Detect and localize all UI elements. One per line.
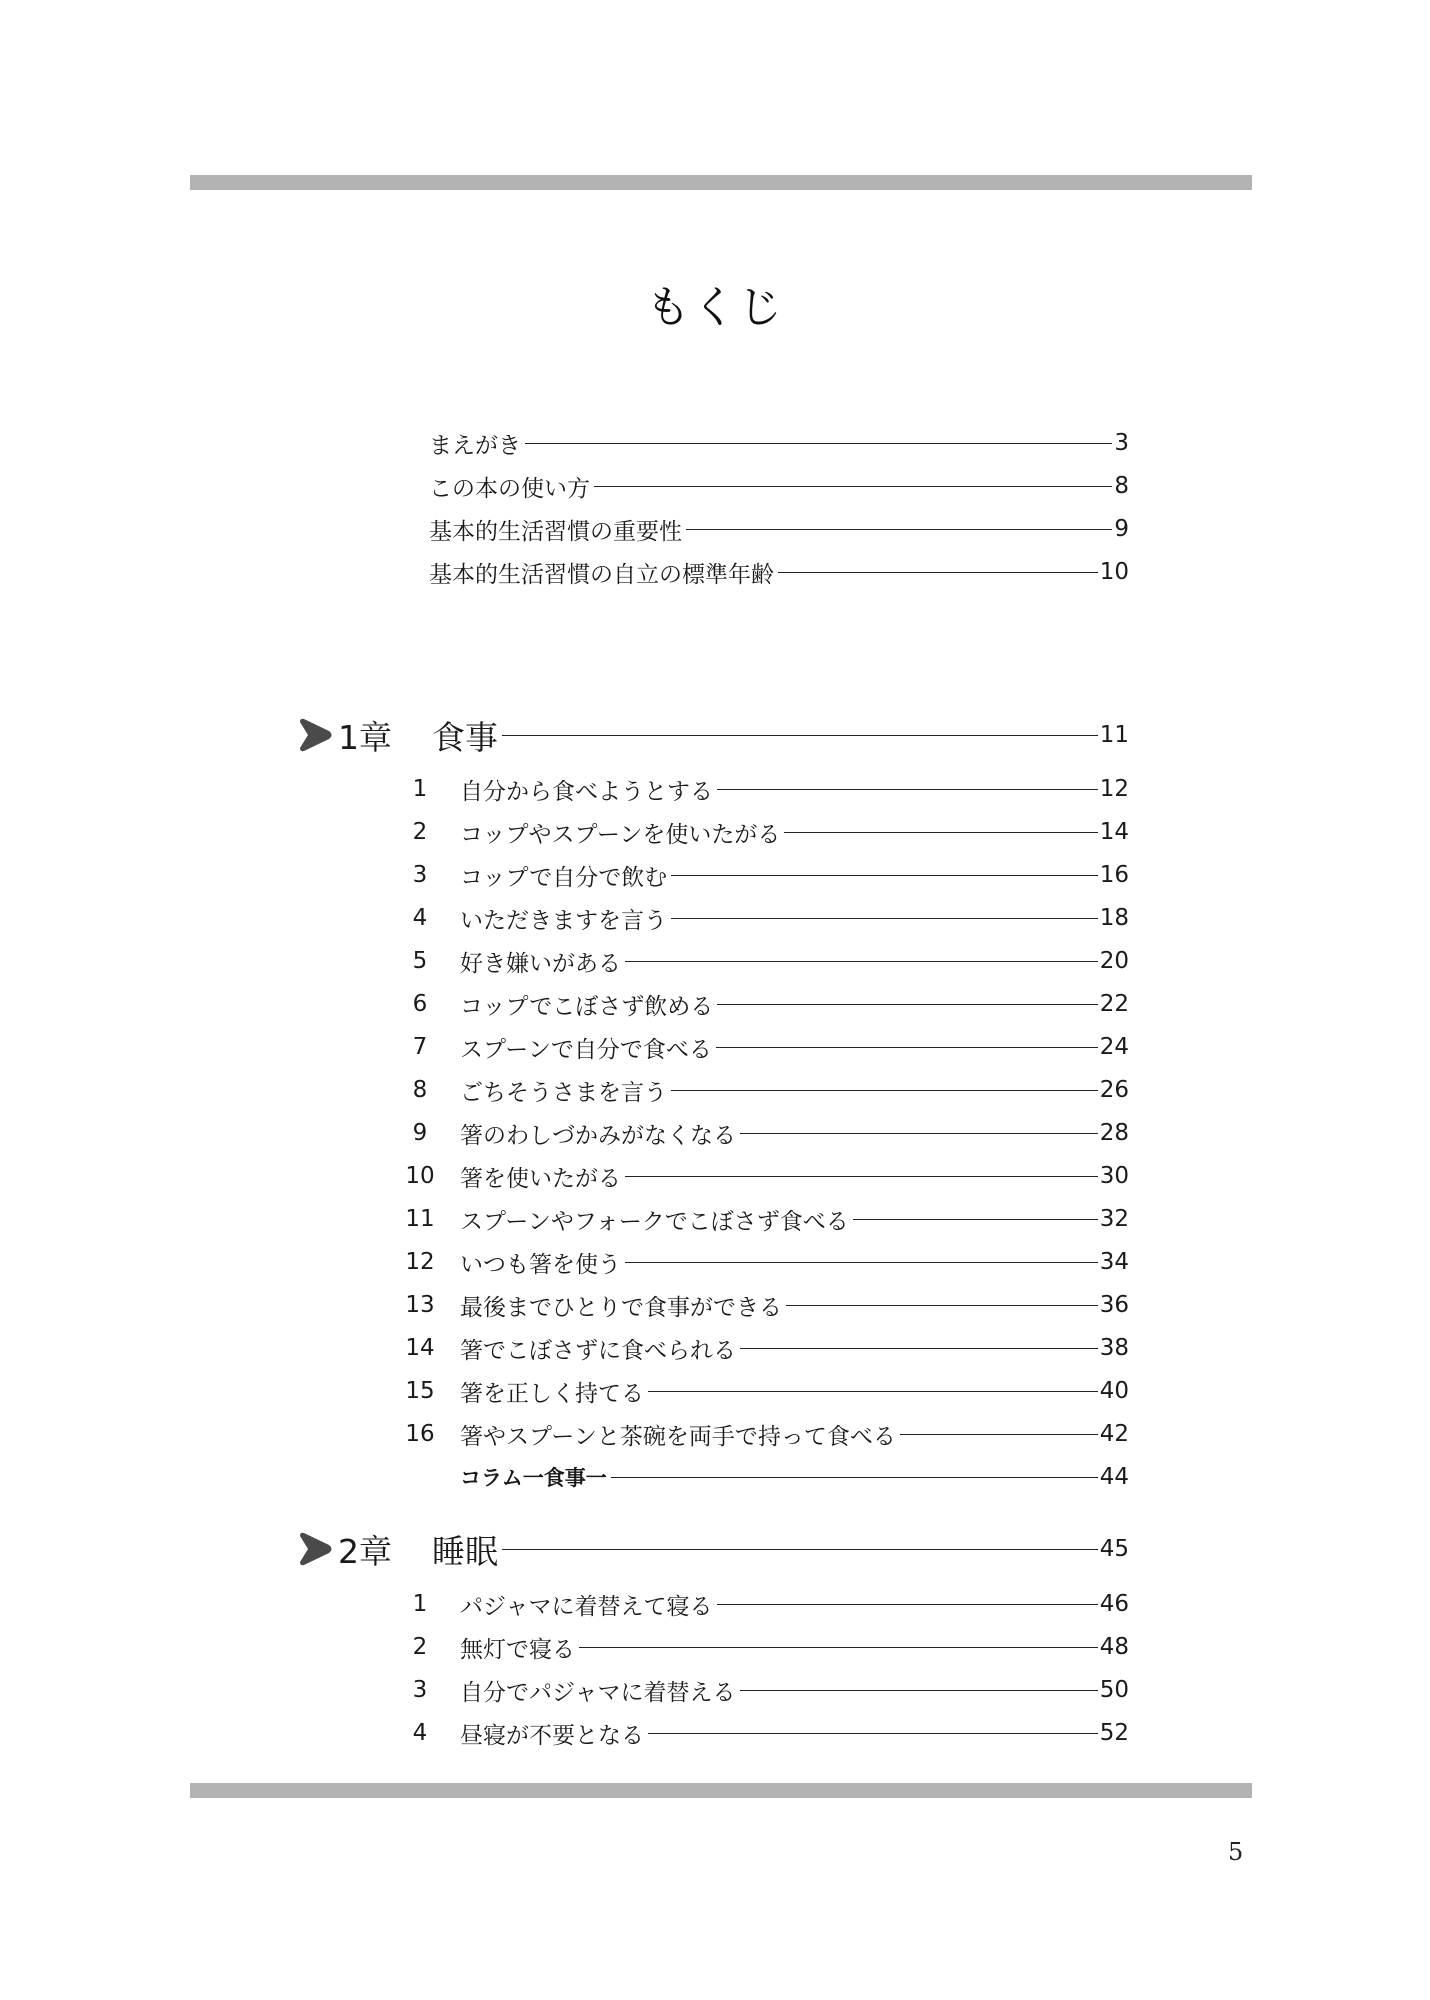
toc-entry-page: 42 xyxy=(1099,1421,1129,1447)
toc-entry-page: 36 xyxy=(1099,1292,1129,1318)
toc-entry-page: 48 xyxy=(1099,1634,1129,1660)
dotted-leader xyxy=(740,1348,1098,1349)
toc-entry-number: 11 xyxy=(405,1206,435,1232)
chapter-title: 食事 xyxy=(432,717,498,757)
dotted-leader xyxy=(671,1090,1098,1091)
toc-entry-number: 4 xyxy=(412,905,428,931)
chapter-heading-1[interactable] xyxy=(296,712,1129,758)
toc-entry-front-4[interactable] xyxy=(429,557,1129,587)
toc-entry-page: 28 xyxy=(1099,1120,1129,1146)
dotted-leader xyxy=(625,1262,1098,1263)
toc-entry-page: 26 xyxy=(1099,1077,1129,1103)
toc-entry-1-7[interactable] xyxy=(400,1032,1129,1062)
dotted-leader xyxy=(786,1305,1098,1306)
toc-entry-page: 34 xyxy=(1099,1249,1129,1275)
toc-entry-number: 13 xyxy=(405,1292,435,1318)
toc-entry-label: コップで自分で飲む xyxy=(460,864,668,891)
toc-entry-1-13[interactable] xyxy=(400,1290,1129,1320)
chapter-page: 11 xyxy=(1099,722,1129,748)
toc-entry-column-1[interactable] xyxy=(400,1462,1129,1492)
toc-entry-page: 40 xyxy=(1099,1378,1129,1404)
toc-entry-number: 4 xyxy=(412,1720,428,1746)
toc-entry-1-2[interactable] xyxy=(400,817,1129,847)
toc-entry-2-4[interactable] xyxy=(400,1718,1129,1748)
toc-entry-label: 無灯で寝る xyxy=(460,1636,575,1663)
toc-entry-page: 30 xyxy=(1099,1163,1129,1189)
toc-entry-1-5[interactable] xyxy=(400,946,1129,976)
toc-entry-page: 24 xyxy=(1099,1034,1129,1060)
toc-entry-number: 2 xyxy=(412,819,428,845)
toc-entry-1-15[interactable] xyxy=(400,1376,1129,1406)
toc-entry-1-12[interactable] xyxy=(400,1247,1129,1277)
chapter-heading-2[interactable] xyxy=(296,1526,1129,1572)
dotted-leader xyxy=(740,1133,1098,1134)
toc-entry-number: 2 xyxy=(412,1634,428,1660)
dotted-leader xyxy=(784,832,1097,833)
toc-entry-number: 7 xyxy=(412,1034,428,1060)
dotted-leader xyxy=(778,572,1098,573)
toc-entry-label: 自分でパジャマに着替える xyxy=(460,1679,736,1706)
dotted-leader xyxy=(671,875,1097,876)
dotted-leader xyxy=(671,918,1098,919)
toc-entry-page: 22 xyxy=(1099,991,1129,1017)
page-title: もくじ xyxy=(646,282,784,334)
toc-entry-label: いつも箸を使う xyxy=(460,1251,621,1278)
toc-entry-number: 9 xyxy=(412,1120,428,1146)
dotted-leader xyxy=(740,1690,1098,1691)
toc-entry-1-9[interactable] xyxy=(400,1118,1129,1148)
toc-entry-number: 12 xyxy=(405,1249,435,1275)
chevron-right-icon xyxy=(296,716,334,754)
toc-entry-2-3[interactable] xyxy=(400,1675,1129,1705)
chapter-title: 睡眠 xyxy=(432,1531,498,1571)
toc-entry-page: 3 xyxy=(1114,430,1129,456)
toc-entry-label: 箸を正しく持てる xyxy=(460,1380,644,1407)
toc-entry-page: 52 xyxy=(1099,1720,1129,1746)
chapter-number: 2章 xyxy=(338,1531,392,1571)
toc-entry-label: コラム一食事一 xyxy=(460,1466,607,1490)
dotted-leader xyxy=(648,1391,1098,1392)
toc-entry-front-3[interactable] xyxy=(429,514,1129,544)
chapter-number: 1章 xyxy=(338,717,392,757)
dotted-leader xyxy=(594,486,1112,487)
toc-entry-page: 50 xyxy=(1099,1677,1129,1703)
toc-entry-1-3[interactable] xyxy=(400,860,1129,890)
toc-entry-label: コップでこぼさず飲める xyxy=(460,993,714,1020)
toc-entry-1-1[interactable] xyxy=(400,774,1129,804)
toc-entry-label: スプーンやフォークでこぼさず食べる xyxy=(460,1208,849,1235)
toc-entry-page: 32 xyxy=(1099,1206,1129,1232)
dotted-leader xyxy=(525,443,1112,444)
toc-entry-1-6[interactable] xyxy=(400,989,1129,1019)
toc-entry-label: ごちそうさまを言う xyxy=(460,1079,667,1106)
dotted-leader xyxy=(716,1047,1098,1048)
toc-entry-front-2[interactable] xyxy=(429,471,1129,501)
dotted-leader xyxy=(900,1434,1098,1435)
toc-entry-number: 16 xyxy=(405,1421,435,1447)
toc-entry-page: 18 xyxy=(1099,905,1129,931)
bottom-divider-bar xyxy=(190,1783,1252,1798)
toc-entry-2-1[interactable] xyxy=(400,1589,1129,1619)
toc-entry-number: 10 xyxy=(405,1163,435,1189)
dotted-leader xyxy=(717,1604,1098,1605)
toc-entry-label: コップやスプーンを使いたがる xyxy=(460,821,781,848)
chevron-right-icon xyxy=(296,1530,334,1568)
toc-entry-number: 3 xyxy=(412,1677,428,1703)
toc-entry-page: 14 xyxy=(1099,819,1129,845)
toc-entry-label: 箸でこぼさずに食べられる xyxy=(460,1337,736,1364)
toc-entry-page: 9 xyxy=(1114,516,1129,542)
dotted-leader xyxy=(625,1176,1098,1177)
toc-entry-1-8[interactable] xyxy=(400,1075,1129,1105)
toc-entry-1-4[interactable] xyxy=(400,903,1129,933)
toc-entry-number: 5 xyxy=(412,948,428,974)
toc-entry-label: この本の使い方 xyxy=(429,475,590,502)
dotted-leader xyxy=(686,529,1112,530)
toc-entry-page: 46 xyxy=(1099,1591,1129,1617)
chapter-page: 45 xyxy=(1099,1536,1129,1562)
toc-entry-label: 好き嫌いがある xyxy=(460,950,621,977)
dotted-leader xyxy=(648,1733,1098,1734)
dotted-leader xyxy=(717,789,1098,790)
toc-entry-number: 15 xyxy=(405,1378,435,1404)
dotted-leader xyxy=(502,735,1098,736)
toc-entry-label: スプーンで自分で食べる xyxy=(460,1036,712,1063)
toc-entry-front-1[interactable] xyxy=(429,428,1129,458)
toc-entry-page: 38 xyxy=(1099,1335,1129,1361)
toc-entry-page: 20 xyxy=(1099,948,1129,974)
toc-entry-label: 基本的生活習慣の重要性 xyxy=(429,518,682,545)
toc-entry-label: いただきますを言う xyxy=(460,907,667,934)
toc-entry-number: 6 xyxy=(412,991,428,1017)
toc-entry-label: 自分から食べようとする xyxy=(460,778,713,805)
toc-entry-label: 箸やスプーンと茶碗を両手で持って食べる xyxy=(460,1423,896,1450)
toc-entry-number: 1 xyxy=(412,776,428,802)
page-number: 5 xyxy=(1228,1838,1244,1866)
toc-entry-1-10[interactable] xyxy=(400,1161,1129,1191)
dotted-leader xyxy=(502,1549,1098,1550)
toc-entry-number: 1 xyxy=(412,1591,428,1617)
toc-entry-number: 14 xyxy=(405,1335,435,1361)
toc-entry-label: 昼寝が不要となる xyxy=(460,1722,644,1749)
toc-entry-1-11[interactable] xyxy=(400,1204,1129,1234)
dotted-leader xyxy=(611,1477,1098,1478)
toc-entry-page: 16 xyxy=(1099,862,1129,888)
top-divider-bar xyxy=(190,175,1252,190)
toc-entry-1-16[interactable] xyxy=(400,1419,1129,1449)
dotted-leader xyxy=(625,961,1098,962)
toc-entry-page: 8 xyxy=(1114,473,1129,499)
dotted-leader xyxy=(853,1219,1098,1220)
toc-entry-label: 箸を使いたがる xyxy=(460,1165,621,1192)
toc-entry-label: 箸のわしづかみがなくなる xyxy=(460,1122,736,1149)
toc-entry-1-14[interactable] xyxy=(400,1333,1129,1363)
dotted-leader xyxy=(717,1004,1097,1005)
toc-entry-label: 最後までひとりで食事ができる xyxy=(460,1294,782,1321)
toc-entry-label: 基本的生活習慣の自立の標準年齢 xyxy=(429,561,774,588)
dotted-leader xyxy=(579,1647,1098,1648)
toc-entry-label: パジャマに着替えて寝る xyxy=(460,1593,713,1620)
toc-entry-2-2[interactable] xyxy=(400,1632,1129,1662)
toc-entry-page: 44 xyxy=(1099,1464,1129,1490)
toc-entry-label: まえがき xyxy=(429,432,521,459)
toc-entry-number: 8 xyxy=(412,1077,428,1103)
toc-entry-page: 10 xyxy=(1099,559,1129,585)
toc-entry-number: 3 xyxy=(412,862,428,888)
toc-entry-page: 12 xyxy=(1099,776,1129,802)
